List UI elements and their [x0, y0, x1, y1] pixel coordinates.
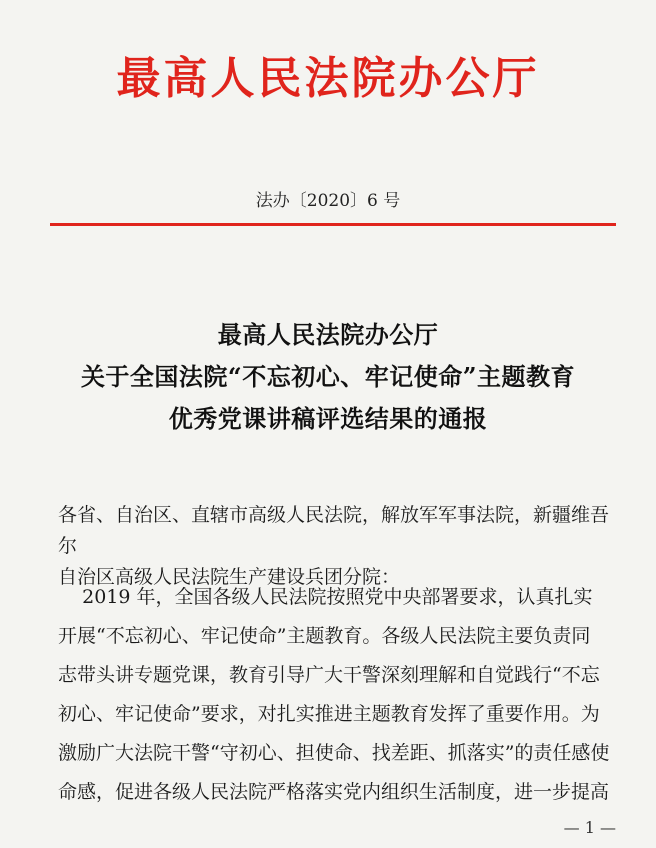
- salutation-line: 各省、自治区、直辖市高级人民法院，解放军军事法院，新疆维吾尔: [58, 504, 610, 557]
- document-title: [0, 314, 656, 440]
- bleed-through-text: [0, 6, 656, 37]
- body-line: 激励广大法院干警“守初心、担使命、找差距、抓落实”的责任感使: [58, 742, 610, 764]
- body-line: 开展“不忘初心、牢记使命”主题教育。各级人民法院主要负责同: [58, 625, 591, 647]
- page-number: — 1 —: [563, 818, 616, 837]
- document-number: 法办〔2020〕6 号: [255, 191, 401, 211]
- title-line: 优秀党课讲稿评选结果的通报: [168, 404, 488, 433]
- title-line: 关于全国法院“不忘初心、牢记使命”主题教育: [80, 362, 576, 391]
- issuing-organization-header: 最高人民法院办公厅: [116, 53, 540, 104]
- body-line: 志带头讲专题党课，教育引导广大干警深刻理解和自觉践行“不忘: [58, 664, 600, 686]
- body-line: 2019 年，全国各级人民法院按照党中央部署要求，认真扎实: [58, 586, 593, 608]
- body-line: 初心、牢记使命”要求，对扎实推进主题教育发挥了重要作用。为: [58, 703, 600, 725]
- salutation-line: 自治区高级人民法院生产建设兵团分院：: [58, 566, 401, 588]
- red-header-rule: [50, 223, 616, 226]
- body-paragraph: [58, 578, 618, 812]
- title-line: 最高人民法院办公厅: [217, 320, 439, 349]
- body-line: 命感，促进各级人民法院严格落实党内组织生活制度，进一步提高: [58, 781, 610, 803]
